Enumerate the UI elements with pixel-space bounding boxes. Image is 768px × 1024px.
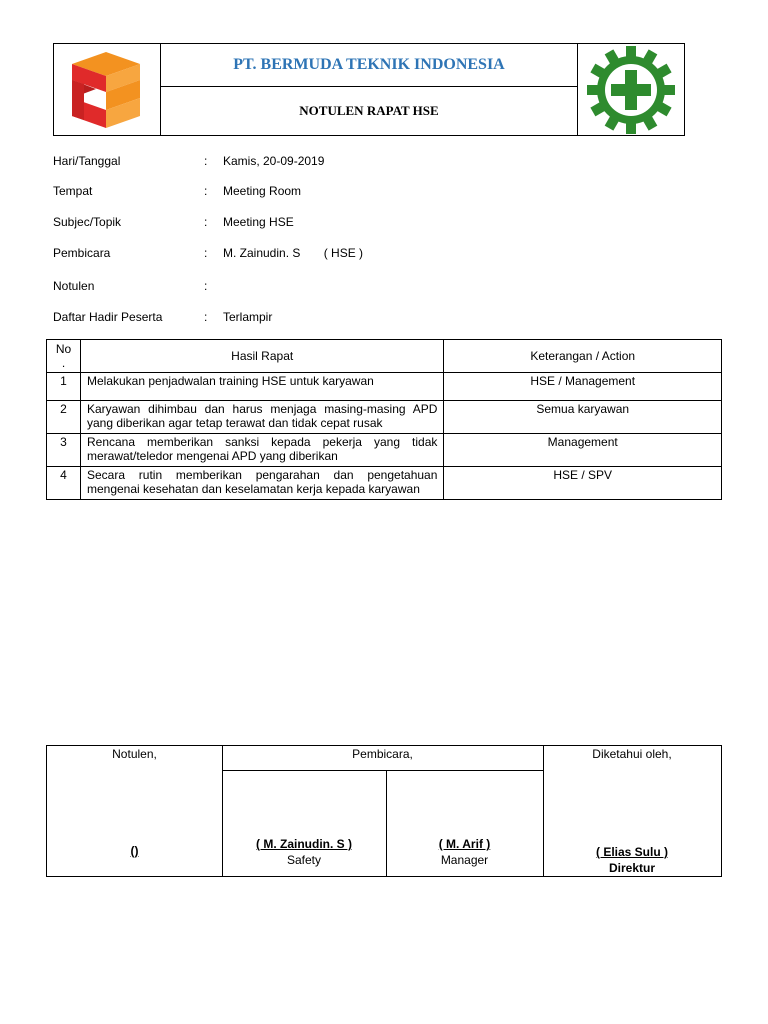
row-number: 2 xyxy=(47,401,81,434)
table-row xyxy=(47,467,722,500)
info-label: Notulen xyxy=(53,279,95,293)
column-header-hasil: Hasil Rapat xyxy=(80,340,443,373)
row-hasil: Melakukan penjadwalan training HSE untuk karyawan xyxy=(80,373,443,401)
row-keterangan: Semua karyawan xyxy=(444,401,722,434)
speaker1-name: ( M. Zainudin. S ) xyxy=(256,837,352,851)
info-value: M. Zainudin. S ( HSE ) xyxy=(223,246,364,260)
row-keterangan: HSE / SPV xyxy=(444,467,722,500)
column-header-keterangan: Keterangan / Action xyxy=(444,340,722,373)
row-hasil: Karyawan dihimbau dan harus menjaga masing-masing APD yang diberikan agar tetap terawat dan tidak cepat rusak xyxy=(80,401,443,434)
notulen-signatory-name: () xyxy=(130,844,139,858)
info-label: Pembicara xyxy=(53,246,111,260)
row-keterangan: HSE / Management xyxy=(444,373,722,401)
info-value: Kamis, 20-09-2019 xyxy=(223,154,325,168)
notulen-heading: Notulen, xyxy=(112,747,157,761)
info-label: Hari/Tanggal xyxy=(53,154,121,168)
row-keterangan: Management xyxy=(444,434,722,467)
signature-table xyxy=(46,745,722,877)
company-logo-cell xyxy=(54,44,161,135)
approver-name: ( Elias Sulu ) xyxy=(595,845,668,859)
k3-logo-cell xyxy=(577,44,684,135)
info-value: Meeting Room xyxy=(223,184,302,198)
info-label: Tempat xyxy=(53,184,93,198)
company-logo-icon xyxy=(54,44,160,135)
table-row xyxy=(47,401,722,434)
row-number: 1 xyxy=(47,373,81,401)
row-hasil: Rencana memberikan sanksi kepada pekerja yang tidak merawat/teledor mengenai APD yang diberikan xyxy=(80,434,443,467)
info-colon: : xyxy=(204,154,208,168)
meeting-results-table xyxy=(46,339,722,500)
pembicara-heading: Pembicara, xyxy=(352,747,413,761)
row-hasil: Secara rutin memberikan pengarahan dan pengetahuan mengenai kesehatan dan keselamatan kerja kepada karyawan xyxy=(80,467,443,500)
approver-heading: Diketahui oleh, xyxy=(592,747,672,761)
row-number: 3 xyxy=(47,434,81,467)
document-header xyxy=(53,43,685,136)
document-title: NOTULEN RAPAT HSE xyxy=(299,103,439,118)
info-label: Daftar Hadir Peserta xyxy=(53,310,163,324)
header-center xyxy=(161,44,577,135)
speaker2-role: Manager xyxy=(440,853,489,867)
info-colon: : xyxy=(204,279,208,293)
table-header-row xyxy=(47,340,722,373)
info-colon: : xyxy=(204,184,208,198)
info-colon: : xyxy=(204,215,208,229)
speaker2-name: ( M. Arif ) xyxy=(438,837,491,851)
speaker1-role: Safety xyxy=(286,853,322,867)
green-gear-cross-icon xyxy=(578,44,684,135)
column-header-no: No . xyxy=(47,340,81,373)
approver-role: Direktur xyxy=(608,861,655,875)
table-row xyxy=(47,373,722,401)
info-label: Subjec/Topik xyxy=(53,215,122,229)
company-name: PT. BERMUDA TEKNIK INDONESIA xyxy=(161,44,577,87)
info-value: Meeting HSE xyxy=(223,215,294,229)
info-value: Terlampir xyxy=(223,310,273,324)
table-row xyxy=(47,434,722,467)
row-number: 4 xyxy=(47,467,81,500)
info-colon: : xyxy=(204,310,208,324)
info-colon: : xyxy=(204,246,208,260)
divider xyxy=(222,770,543,771)
